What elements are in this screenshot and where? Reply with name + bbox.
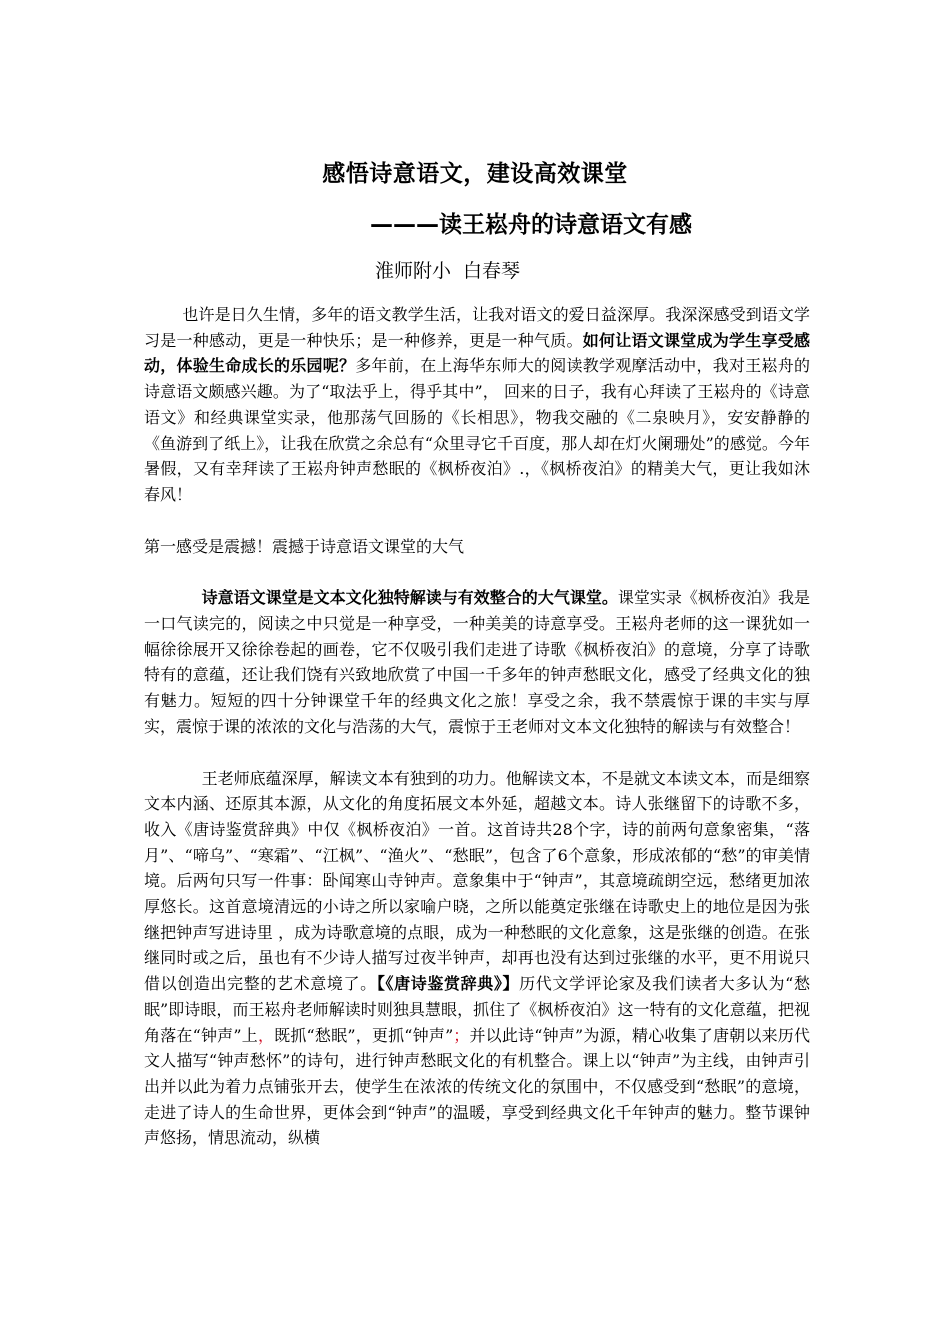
author-line [375,256,520,286]
paragraph-3-red-comma: ， [257,1025,275,1045]
paragraph-intro [144,302,810,508]
paragraph-intro-text-b: 多年前，在上海华东师大的阅读教学观摩活动中，我对王崧舟的诗意语文颇感兴趣。为了“取法乎上，得乎其中”， 回来的日子，我有心拜读了王崧舟的《诗意语文》和经典课堂实录，他那荡气回肠的《长相思》，物我交融的《二泉映月》，安安静静的《鱼游到了纸上》，让我在欣赏之余总有“众里寻它千百度，那人却在灯火阑珊处”的感觉。今年暑假，又有幸拜读了王崧舟钟声愁眠的《枫桥夜泊》.，《枫桥夜泊》的精美大气，更让我如沐春风！ [144,356,810,504]
paragraph-3-text-b: 历代文学评论家及我们读者大多认为“愁眠”即诗眼，而王崧舟老师解读时则独具慧眼，抓住了《枫桥夜泊》这一特有的文化意蕴，把视角落在“钟声”上 [144,974,810,1045]
paragraph-3-bracket: 【《唐诗鉴赏辞典》】 [376,974,520,994]
paragraph-intro-bold: 如何让语文课堂成为学生享受感动，体验生命成长的乐园呢？ [144,330,810,376]
author-name: 白春琴 [463,260,521,282]
paragraph-intro-text-a: 也许是日久生情，多年的语文教学生活，让我对语文的爱日益深厚。我深深感受到语文学习是一种感动，更是一种快乐；是一种修养，更是一种气质。 [144,305,810,350]
paragraph-3-red-semicolon: ； [453,1025,470,1045]
document-body [144,302,810,1151]
author-school: 淮师附小 [375,260,452,282]
paragraph-3-text-d: 并以此诗“钟声”为源，精心收集了唐朝以来历代文人描写“钟声愁怀”的诗句，进行钟声愁眠文化的有机整合。课上以“钟声”为主线，由钟声引出并以此为着力点铺张开去，使学生在浓浓的传统文化的氛围中，不仅感受到“愁眠”的意境，走进了诗人的生命世界，更体会到“钟声”的温暖，享受到经典文化千年钟声的魅力。整节课钟声悠扬，情思流动，纵横 [144,1025,810,1148]
paragraph-3 [144,766,810,1152]
paragraph-2-bold: 诗意语文课堂是文本文化独特解读与有效整合的大气课堂。 [201,588,618,608]
page-subtitle: ———读王崧舟的诗意语文有感 [370,212,692,238]
paragraph-spacer [144,508,810,534]
page-title: 感悟诗意语文，建设高效课堂 [322,161,628,187]
paragraph-2-text: 课堂实录《枫桥夜泊》我是一口气读完的，阅读之中只觉是一种享受，一种美美的诗意享受。王崧舟老师的这一课犹如一幅徐徐展开又徐徐卷起的画卷，它不仅吸引我们走进了诗歌《枫桥夜泊》的意境，分享了诗歌特有的意蕴，还让我们饶有兴致地欣赏了中国一千多年的钟声愁眠文化，感受了经典文化的独有魅力。短短的四十分钟课堂千年的经典文化之旅！享受之余，我不禁震惊于课的丰实与厚实，震惊于课的浓浓的文化与浩荡的大气，震惊于王老师对文本文化独特的解读与有效整合！ [144,588,810,736]
paragraph-2 [144,585,810,739]
paragraph-3-text-a: 王老师底蕴深厚，解读文本有独到的功力。他解读文本，不是就文本读文本，而是细察文本内涵、还原其本源，从文化的角度拓展文本外延，超越文本。诗人张继留下的诗歌不多，收入《唐诗鉴赏辞典》中仅《枫桥夜泊》一首。这首诗共28个字，诗的前两句意象密集，“落月”、“啼乌”、“寒霜”、“江枫”、“渔火”、“愁眠”，包含了6个意象，形成浓郁的“愁”的审美情境。后两句只写一件事：卧闻寒山寺钟声。意象集中于“钟声”，其意境疏朗空远，愁绪更加浓厚悠长。这首意境清远的小诗之所以家喻户晓，之所以能奠定张继在诗歌史上的地位是因为张继把钟声写进诗里 ，成为诗歌意境的点眼，成为一种愁眠的文化意象，这是张继的创造。在张继同时或之后，虽也有不少诗人描写过夜半钟声，却再也没有达到过张继的水平，更不用说只借以创造出完整的艺术意境了。 [144,768,810,994]
section-heading-1: 第一感受是震撼！震撼于诗意语文课堂的大气 [144,536,465,556]
paragraph-spacer [144,559,810,585]
paragraph-spacer [144,740,810,766]
paragraph-3-text-c: 既抓“愁眠”，更抓“钟声” [274,1025,454,1045]
